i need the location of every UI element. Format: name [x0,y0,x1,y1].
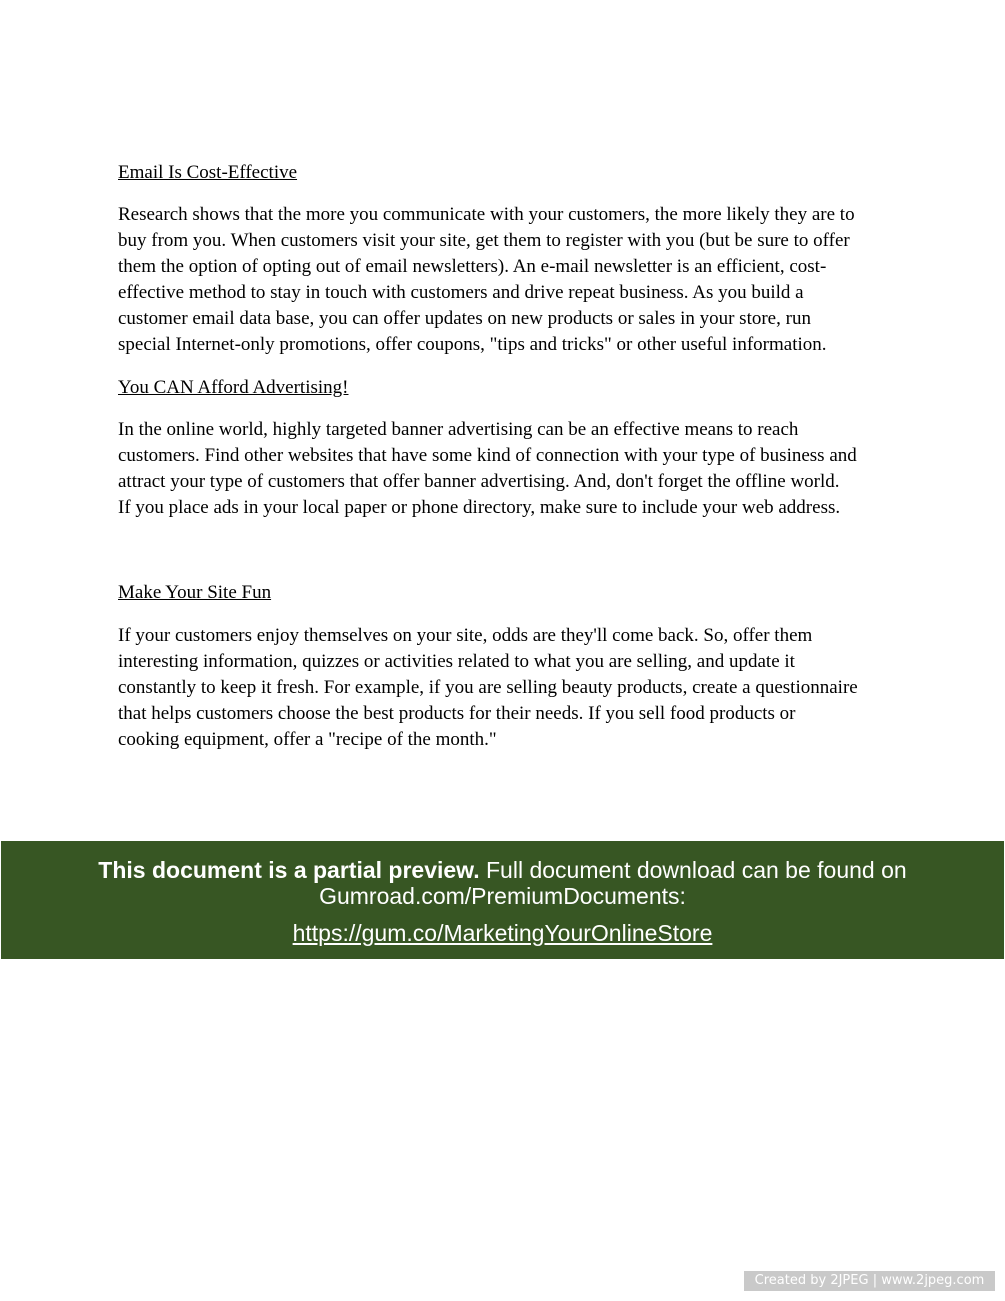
paragraph-email [118,202,918,358]
text-line: If your customers enjoy themselves on your site, odds are they'll come back. So, offer them [118,625,813,646]
banner-text-2: Gumroad.com/PremiumDocuments: [319,883,686,909]
text-line: Research shows that the more you communicate with your customers, the more likely they are to [118,204,855,225]
text-line: effective method to stay in touch with customers and drive repeat business. As you build a [118,282,804,303]
text-line: special Internet-only promotions, offer coupons, "tips and tricks" or other useful information. [118,334,827,355]
text-line: cooking equipment, offer a "recipe of the month." [118,729,497,750]
paragraph-fun [118,623,918,753]
banner-text: Full document download can be found on [479,857,907,883]
preview-banner [1,841,1004,959]
section-heading-email: Email Is Cost-Effective [118,162,298,183]
text-line: buy from you. When customers visit your site, get them to register with you (but be sure to offer [118,230,850,251]
watermark: Created by 2JPEG | www.2jpeg.com [744,1271,995,1291]
text-line: constantly to keep it fresh. For example, if you are selling beauty products, create a questionnaire [118,677,858,698]
text-line: that helps customers choose the best products for their needs. If you sell food products or [118,703,796,724]
download-link[interactable]: https://gum.co/MarketingYourOnlineStore [292,920,713,946]
text-line: customers. Find other websites that have some kind of connection with your type of business and [118,445,857,466]
paragraph-advertising [118,417,918,521]
banner-message [1,857,1004,909]
section-heading-fun: Make Your Site Fun [118,582,272,603]
text-line: If you place ads in your local paper or phone directory, make sure to include your web address. [118,497,841,518]
text-line: In the online world, highly targeted banner advertising can be an effective means to reach [118,419,799,440]
text-line: attract your type of customers that offer banner advertising. And, don't forget the offline world. [118,471,840,492]
text-line: customer email data base, you can offer updates on new products or sales in your store, run [118,308,811,329]
text-line: them the option of opting out of email newsletters). An e-mail newsletter is an efficient, cost- [118,256,827,277]
text-line: interesting information, quizzes or activities related to what you are selling, and update it [118,651,795,672]
banner-bold-text: This document is a partial preview. [98,857,480,883]
section-heading-advertising: You CAN Afford Advertising! [118,377,349,398]
